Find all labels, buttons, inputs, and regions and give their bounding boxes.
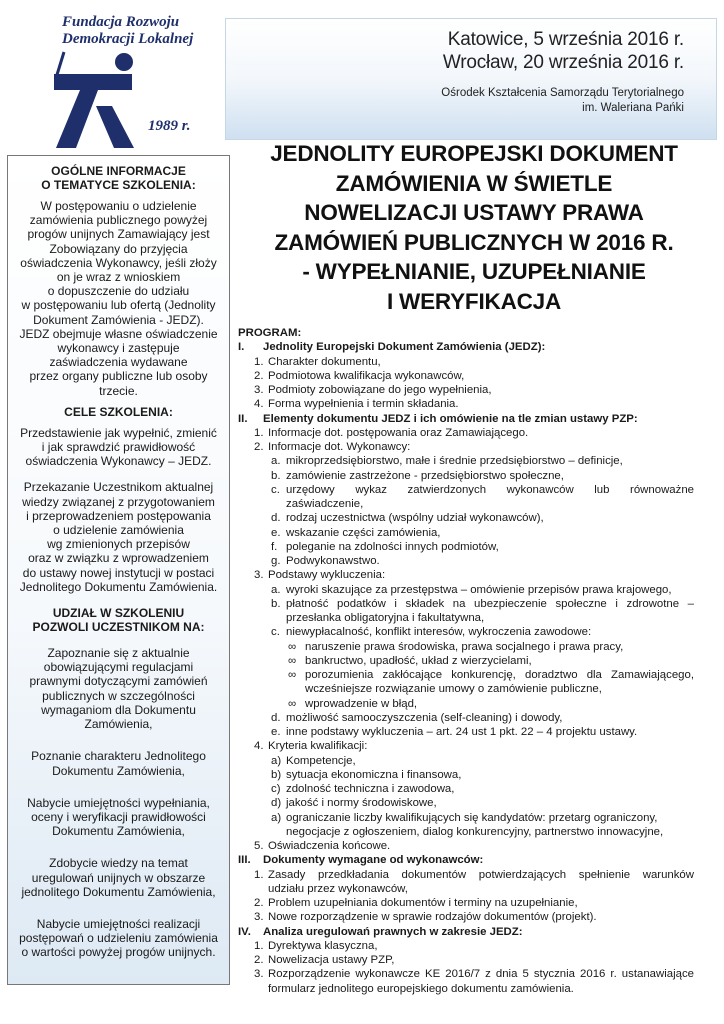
- program-row-text: mikroprzedsiębiorstwo, małe i średnie przedsiębiorstwo – definicje,: [286, 455, 623, 468]
- program-row-text: porozumienia zakłócające konkurencję, doradztwo dla Zamawiającego,: [305, 669, 694, 681]
- program-row-text: Oświadczenia końcowe.: [268, 840, 391, 852]
- text-line: Dokumentu Zamówienia,: [52, 824, 185, 839]
- program-row-text: Kryteria kwalifikacji:: [268, 740, 368, 753]
- heading-line: POZWOLI UCZESTNIKOM NA:: [32, 620, 205, 635]
- text-line: Zobowiązany do przyjęcia: [49, 241, 188, 256]
- program-row-text: wprowadzenie w błąd,: [305, 697, 418, 710]
- program-row: [238, 967, 694, 981]
- text-line: prawnymi dotyczącymi zamówień: [29, 674, 208, 689]
- list-marker: b.: [271, 597, 281, 610]
- general-info-heading: [16, 164, 221, 192]
- text-line: wiedzy związanej z przygotowaniem: [22, 494, 215, 509]
- program-row: [238, 925, 694, 939]
- text-line: oceny i weryfikacji prawidłowości: [31, 809, 206, 824]
- list-marker: d.: [271, 711, 281, 724]
- program-row-text: Kompetencje,: [286, 754, 356, 767]
- program-row: [238, 853, 694, 867]
- program-section: [238, 326, 694, 996]
- text-line: oświadczenia Wykonawcy, jeśli złoży: [20, 255, 217, 270]
- text-line: Zapoznanie się z aktualnie: [47, 646, 190, 661]
- program-row-text: jakość i normy środowiskowe,: [286, 797, 437, 810]
- list-marker: e.: [271, 726, 281, 738]
- list-marker: IV.: [238, 925, 251, 938]
- text-line: Zamówienia,: [84, 717, 153, 732]
- list-marker: 2.: [254, 897, 264, 909]
- list-marker: c): [271, 783, 281, 795]
- program-row-text: Dyrektywa klasyczna,: [268, 939, 378, 952]
- list-marker: 1.: [254, 355, 264, 368]
- list-marker: a): [271, 811, 282, 824]
- benefit-item: [16, 856, 221, 899]
- list-marker: a.: [271, 455, 281, 468]
- program-row-text: Podmiotowa kwalifikacja wykonawców,: [268, 369, 465, 382]
- program-row-text: płatność podatków i składek na ubezpieczenie społeczne i zdrowotne –: [286, 597, 694, 610]
- program-row-text: Dokumenty wymagane od wykonawców:: [263, 854, 484, 867]
- text-line: Przedstawienie jak wypełnić, zmienić: [20, 425, 217, 440]
- participation-benefits-list: [16, 646, 221, 959]
- program-row: [238, 640, 694, 654]
- text-line: o udzielenie zamówienia: [53, 523, 184, 538]
- program-row: [238, 839, 694, 853]
- list-marker: 2.: [254, 369, 264, 382]
- text-line: zamówienia publicznego powyżej: [29, 213, 208, 228]
- list-marker: f.: [271, 540, 278, 553]
- program-row: [238, 825, 694, 839]
- program-row: [238, 611, 694, 625]
- list-marker: b): [271, 768, 282, 781]
- program-row: [238, 711, 694, 725]
- program-row: [238, 568, 694, 582]
- text-line: publicznych w szczególności: [42, 688, 195, 703]
- program-row: [238, 483, 694, 497]
- bullet-icon: ∞: [288, 697, 297, 710]
- list-marker: b.: [271, 469, 281, 482]
- text-line: i przeprowadzeniem postępowania: [26, 508, 211, 523]
- program-row-text: negocjacje z ogłoszeniem, dialog konkurencyjny, partnerstwo innowacyjne,: [286, 825, 664, 838]
- program-row: [238, 739, 694, 753]
- program-row-text: przesłanka obligatoryjna i fakultatywna,: [286, 612, 485, 624]
- title-line: JEDNOLITY EUROPEJSKI DOKUMENT: [270, 141, 678, 166]
- text-line: Dokumentu Zamówienia,: [52, 763, 185, 778]
- program-row-text: zaświadczenie,: [286, 498, 364, 510]
- title-line: I WERYFIKACJA: [386, 288, 562, 314]
- program-row: [238, 511, 694, 525]
- program-row: [238, 868, 694, 882]
- title-line: - WYPEŁNIANIE, UZUPEŁNIANIE: [302, 259, 646, 284]
- program-row: [238, 554, 694, 568]
- list-marker: 2.: [254, 441, 264, 453]
- program-row: [238, 526, 694, 540]
- text-line: Nabycie umiejętności realizacji: [36, 916, 201, 931]
- program-row-text: Jednolity Europejski Dokument Zamówienia (JEDZ):: [263, 341, 546, 354]
- program-row-text: Podwykonawstwo.: [286, 555, 380, 567]
- program-row: [238, 469, 694, 483]
- program-row-text: poleganie na zdolności innych podmiotów,: [286, 540, 499, 553]
- program-row: [238, 654, 694, 668]
- list-marker: 1.: [254, 868, 264, 881]
- program-row: [238, 583, 694, 597]
- fundacja-logo-icon: [54, 50, 144, 150]
- organizer-line2: im. Waleriana Pańki: [582, 102, 684, 114]
- text-line: oświadczenia Wykonawcy – JEDZ.: [25, 454, 212, 469]
- sidebar-info-panel: [7, 155, 230, 985]
- program-row: [238, 625, 694, 639]
- list-marker: 1.: [254, 939, 264, 952]
- list-marker: a): [271, 754, 282, 767]
- heading-line: CELE SZKOLENIA:: [64, 404, 173, 419]
- logo-name-line1: Fundacja Rozwoju: [62, 14, 180, 30]
- document-title: [233, 139, 715, 316]
- program-row-text: sytuacja ekonomiczna i finansowa,: [286, 768, 462, 781]
- program-row-text: Nowelizacja ustawy PZP,: [268, 954, 395, 966]
- program-row-text: Informacje dot. postępowania oraz Zamawiającego.: [268, 426, 529, 439]
- program-row: [238, 668, 694, 682]
- list-marker: e.: [271, 526, 281, 539]
- text-line: Poznanie charakteru Jednolitego: [31, 749, 206, 764]
- text-line: trzecie.: [99, 383, 138, 398]
- program-row: [238, 725, 694, 739]
- program-list: [238, 340, 694, 996]
- text-line: Nabycie umiejętności wypełniania,: [27, 795, 210, 810]
- goals-text-1: [16, 426, 221, 469]
- program-row-text: Nowe rozporządzenie w sprawie rodzajów dokumentów (projekt).: [268, 911, 597, 924]
- title-line: ZAMÓWIEŃ PUBLICZNYCH W 2016 R.: [274, 229, 674, 255]
- list-marker: 3.: [254, 384, 264, 396]
- list-marker: 5.: [254, 840, 264, 852]
- program-row: [238, 782, 694, 796]
- header-box: [225, 18, 717, 140]
- program-row: [238, 497, 694, 511]
- program-row: [238, 939, 694, 953]
- heading-line: O TEMATYCE SZKOLENIA:: [41, 178, 196, 192]
- general-info-text: [16, 199, 221, 398]
- text-line: Przekazanie Uczestnikom aktualnej: [23, 480, 214, 495]
- program-row-text: ograniczanie liczby kwalifikujących się kandydatów: przetarg ograniczony,: [286, 811, 658, 824]
- program-row: [238, 397, 694, 411]
- title-line: ZAMÓWIENIA W ŚWIETLE: [335, 170, 613, 196]
- text-line: wymaganiom dla Dokumentu: [41, 702, 196, 717]
- program-row-text: zamówienie zastrzeżone - przedsiębiorstwo społeczne,: [286, 469, 564, 482]
- bullet-icon: ∞: [288, 640, 297, 653]
- program-row-text: niewypłacalność, konflikt interesów, wykroczenia zawodowe:: [286, 626, 592, 639]
- benefit-item: [16, 749, 221, 777]
- list-marker: II.: [238, 412, 248, 425]
- program-row: [238, 811, 694, 825]
- date-wroclaw: Wrocław, 20 września 2016 r.: [442, 52, 684, 73]
- list-marker: c.: [271, 483, 280, 496]
- text-line: uregulowań unijnych w obszarze: [31, 870, 206, 885]
- logo-name-line2: Demokracji Lokalnej: [62, 31, 194, 47]
- program-row: [238, 754, 694, 768]
- text-line: wg zmienionych przepisów: [47, 537, 190, 552]
- program-row-text: wyroki skazujące za przestępstwa – omówienie przepisów prawa krajowego,: [286, 583, 672, 596]
- list-marker: 4.: [254, 740, 264, 753]
- program-row: [238, 882, 694, 896]
- text-line: W postępowaniu o udzielenie: [40, 199, 197, 213]
- program-row-text: Problem uzupełniania dokumentów i terminy na uzupełnianie,: [268, 897, 578, 909]
- program-row-text: zdolność techniczna i zawodowa,: [286, 783, 455, 795]
- bullet-icon: ∞: [288, 669, 297, 681]
- benefit-item: [16, 917, 221, 960]
- text-line: do ustawy nowej instytucji w postaci: [22, 565, 215, 580]
- program-row-text: naruszenie prawa środowiska, prawa socjalnego i prawa pracy,: [305, 640, 624, 653]
- program-row-text: Analiza uregulowań prawnych w zakresie JEDZ:: [263, 925, 523, 938]
- program-heading: PROGRAM:: [238, 327, 302, 339]
- program-row-text: Charakter dokumentu,: [268, 355, 381, 368]
- program-row: [238, 697, 694, 711]
- program-row: [238, 383, 694, 397]
- program-row-text: Podmioty zobowiązane do jego wypełnienia,: [268, 384, 492, 396]
- text-line: oraz w związku z wprowadzeniem: [28, 551, 209, 566]
- program-row-text: wskazanie części zamówienia,: [286, 526, 441, 539]
- text-line: Zdobycie wiedzy na temat: [49, 856, 188, 871]
- list-marker: a.: [271, 583, 281, 596]
- program-row: [238, 369, 694, 383]
- participation-heading: [16, 606, 221, 634]
- text-line: przez organy publiczne lub osoby: [29, 369, 208, 384]
- program-row: [238, 440, 694, 454]
- list-marker: 3.: [254, 968, 264, 981]
- list-marker: 1.: [254, 426, 264, 439]
- program-row: [238, 982, 694, 996]
- date-katowice: Katowice, 5 września 2016 r.: [447, 29, 684, 50]
- text-line: i jak sprawdzić prawidłowość: [41, 440, 196, 455]
- program-row-text: możliwość samooczyszczenia (self-cleaning) i dowody,: [286, 711, 563, 724]
- program-row-text: bankructwo, upadłość, układ z wierzycielami,: [305, 654, 532, 667]
- program-row-text: rodzaj uczestnictwa (wspólny udział wykonawców),: [286, 512, 544, 525]
- text-line: on je wraz z wnioskiem: [56, 270, 181, 285]
- program-row: [238, 768, 694, 782]
- program-row-text: inne podstawy wykluczenia – art. 24 ust 1 pkt. 22 – 4 projektu ustawy.: [286, 726, 638, 738]
- program-row-text: Informacje dot. Wykonawcy:: [268, 441, 411, 453]
- list-marker: III.: [238, 854, 251, 867]
- program-row-text: urzędowy wykaz zatwierdzonych wykonawców lub równoważne: [286, 483, 694, 496]
- text-line: zaświadczenia wydawane: [49, 355, 188, 370]
- program-row: [238, 355, 694, 369]
- text-line: wykonawcy i zastępuje: [57, 341, 180, 356]
- text-line: jednolitego Dokumentu Zamówienia,: [21, 884, 216, 899]
- bullet-icon: ∞: [288, 654, 297, 667]
- text-line: progów unijnych Zamawiający jest: [27, 227, 210, 242]
- list-marker: d): [271, 797, 282, 810]
- logo-year: 1989 r.: [148, 118, 191, 134]
- program-row-text: formularz jednolitego europejskiego dokumentu zamówienia.: [268, 982, 574, 995]
- text-line: o dopuszczenie do udziału: [47, 284, 190, 299]
- program-row-text: Elementy dokumentu JEDZ i ich omówienie na tle zmian ustawy PZP:: [263, 412, 638, 425]
- program-row: [238, 910, 694, 924]
- text-line: JEDZ obejmuje własne oświadczenie: [19, 326, 218, 341]
- program-row-text: udziału przez wykonawców,: [268, 882, 408, 895]
- list-marker: I.: [238, 341, 245, 354]
- text-line: o wartości powyżej progów unijnych.: [21, 945, 216, 960]
- heading-line: UDZIAŁ W SZKOLENIU: [52, 606, 185, 621]
- organizer-line1: Ośrodek Kształcenia Samorządu Terytorialnego: [441, 87, 684, 99]
- list-marker: 2.: [254, 954, 264, 966]
- list-marker: 3.: [254, 911, 264, 924]
- benefit-item: [16, 646, 221, 731]
- list-marker: c.: [271, 626, 280, 639]
- program-row: [238, 896, 694, 910]
- foundation-logo: [62, 14, 207, 134]
- program-row: [238, 597, 694, 611]
- text-line: postępowań o udzieleniu zamówienia: [19, 931, 218, 946]
- goals-text-2: [16, 480, 221, 594]
- text-line: Dokument Zamówienia - JEDZ).: [33, 312, 204, 327]
- program-row-text: wcześniejsze rozwiązanie umowy o zamówienie publiczne,: [305, 683, 602, 696]
- program-row: [238, 682, 694, 696]
- heading-line: OGÓLNE INFORMACJE: [51, 164, 186, 178]
- program-row-text: Rozporządzenie wykonawcze KE 2016/7 z dnia 5 stycznia 2016 r. ustanawiające: [268, 968, 694, 981]
- goals-heading: [16, 405, 221, 419]
- program-row: [238, 412, 694, 426]
- list-marker: 4.: [254, 398, 264, 411]
- benefit-item: [16, 796, 221, 839]
- text-line: obowiązującymi regulacjami: [43, 660, 194, 675]
- text-line: Jednolitego Dokumentu Zamówienia.: [19, 579, 218, 594]
- program-row: [238, 540, 694, 554]
- program-row-text: Zasady przedkładania dokumentów potwierdzających spełnienie warunków: [268, 868, 694, 881]
- program-row: [238, 953, 694, 967]
- program-row: [238, 340, 694, 354]
- list-marker: g.: [271, 555, 281, 567]
- program-row: [238, 796, 694, 810]
- text-line: w postępowaniu lub ofertą (Jednolity: [21, 298, 216, 313]
- program-row-text: Podstawy wykluczenia:: [268, 569, 386, 582]
- program-row: [238, 454, 694, 468]
- list-marker: 3.: [254, 569, 264, 582]
- program-row: [238, 426, 694, 440]
- program-row-text: Forma wypełnienia i termin składania.: [268, 398, 459, 411]
- title-line: NOWELIZACJI USTAWY PRAWA: [304, 200, 644, 225]
- list-marker: d.: [271, 512, 281, 525]
